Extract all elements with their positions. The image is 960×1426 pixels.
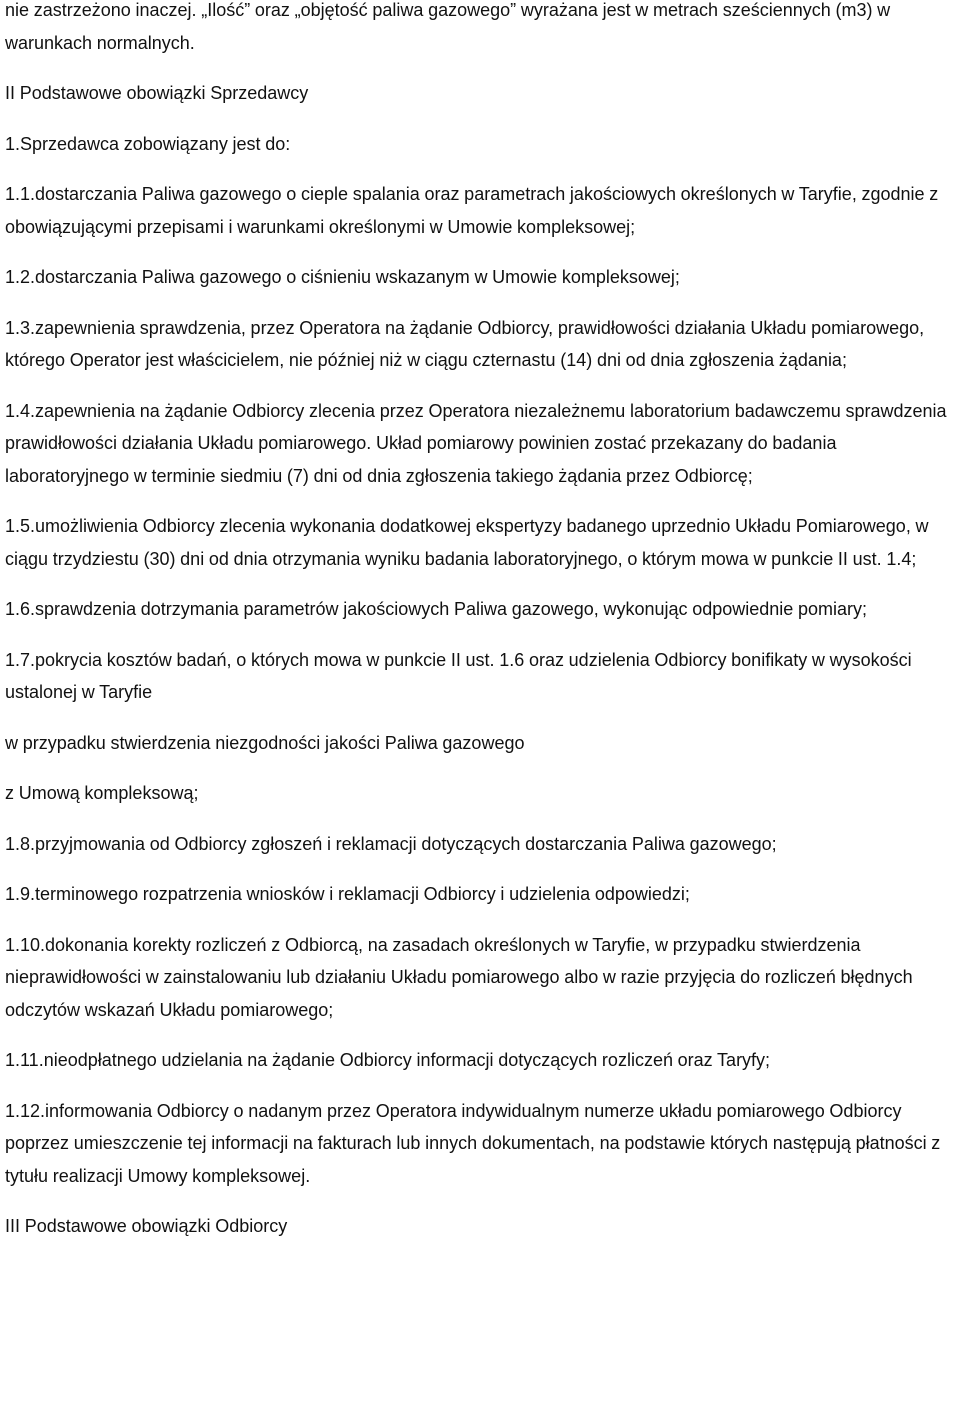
paragraph-intro-continuation: nie zastrzeżono inaczej. „Ilość” oraz „objętość paliwa gazowego” wyrażana jest w metrach sześciennych (m3) w warunkach normalnych. <box>5 0 891 53</box>
clause-1-2: 1.2.dostarczania Paliwa gazowego o ciśnieniu wskazanym w Umowie kompleksowej; <box>5 267 680 287</box>
clause-1-3: 1.3.zapewnienia sprawdzenia, przez Operatora na żądanie Odbiorcy, prawidłowości działania Układu pomiarowego, którego Operator jest właścicielem, nie później niż w ciągu czternastu (14) dni od dnia zgłoszenia żądania; <box>5 317 925 370</box>
paragraph-seller-obligated: 1.Sprzedawca zobowiązany jest do: <box>5 133 291 154</box>
clause-1-12: 1.12.informowania Odbiorcy o nadanym przez Operatora indywidualnym numerze układu pomiarowego Odbiorcy poprzez umieszczenie tej informacji na fakturach lub innych dokumentach, na podstawie których następują płatności z tytułu realizacji Umowy kompleksowej. <box>5 1100 941 1186</box>
section-heading-seller-duties: II Podstawowe obowiązki Sprzedawcy <box>5 83 309 103</box>
document-page <box>5 0 957 1261</box>
clause-1-9: 1.9.terminowego rozpatrzenia wniosków i reklamacji Odbiorcy i udzielenia odpowiedzi; <box>5 884 690 904</box>
clause-1-4: 1.4.zapewnienia na żądanie Odbiorcy zlecenia przez Operatora niezależnemu laboratorium badawczemu sprawdzenia prawidłowości działania Układu pomiarowego. Układ pomiarowy powinien zostać przekazany do badania laboratoryjnego w terminie siedmiu (7) dni od dnia zgłoszenia takiego żądania przez Odbiorcę; <box>5 400 947 486</box>
clause-1-7: 1.7.pokrycia kosztów badań, o których mowa w punkcie II ust. 1.6 oraz udzielenia Odbiorcy bonifikaty w wysokości ustalonej w Taryfie <box>5 649 912 702</box>
clause-1-5: 1.5.umożliwienia Odbiorcy zlecenia wykonania dodatkowej ekspertyzy badanego uprzednio Układu Pomiarowego, w ciągu trzydziestu (30) dni od dnia otrzymania wyniku badania laboratoryjnego, o którym mowa w punkcie II ust. 1.4; <box>5 516 929 569</box>
clause-1-1: 1.1.dostarczania Paliwa gazowego o cieple spalania oraz parametrach jakościowych określonych w Taryfie, zgodnie z obowiązującymi przepisami i warunkami określonymi w Umowie kompleksowej; <box>5 184 939 237</box>
clause-1-7-continuation-a: w przypadku stwierdzenia niezgodności jakości Paliwa gazowego <box>5 732 525 753</box>
clause-1-8: 1.8.przyjmowania od Odbiorcy zgłoszeń i reklamacji dotyczących dostarczania Paliwa gazowego; <box>5 833 777 854</box>
clause-1-6: 1.6.sprawdzenia dotrzymania parametrów jakościowych Paliwa gazowego, wykonując odpowiednie pomiary; <box>5 599 868 619</box>
clause-1-11: 1.11.nieodpłatnego udzielania na żądanie Odbiorcy informacji dotyczących rozliczeń oraz Taryfy; <box>5 1050 771 1070</box>
clause-1-7-continuation-b: z Umową kompleksową; <box>5 783 199 803</box>
clause-1-10: 1.10.dokonania korekty rozliczeń z Odbiorcą, na zasadach określonych w Taryfie, w przypadku stwierdzenia nieprawidłowości w zainstalowaniu lub działaniu Układu pomiarowego albo w razie przyjęcia do rozliczeń błędnych odczytów wskazań Układu pomiarowego; <box>5 934 913 1020</box>
section-heading-recipient-duties: III Podstawowe obowiązki Odbiorcy <box>5 1216 288 1236</box>
